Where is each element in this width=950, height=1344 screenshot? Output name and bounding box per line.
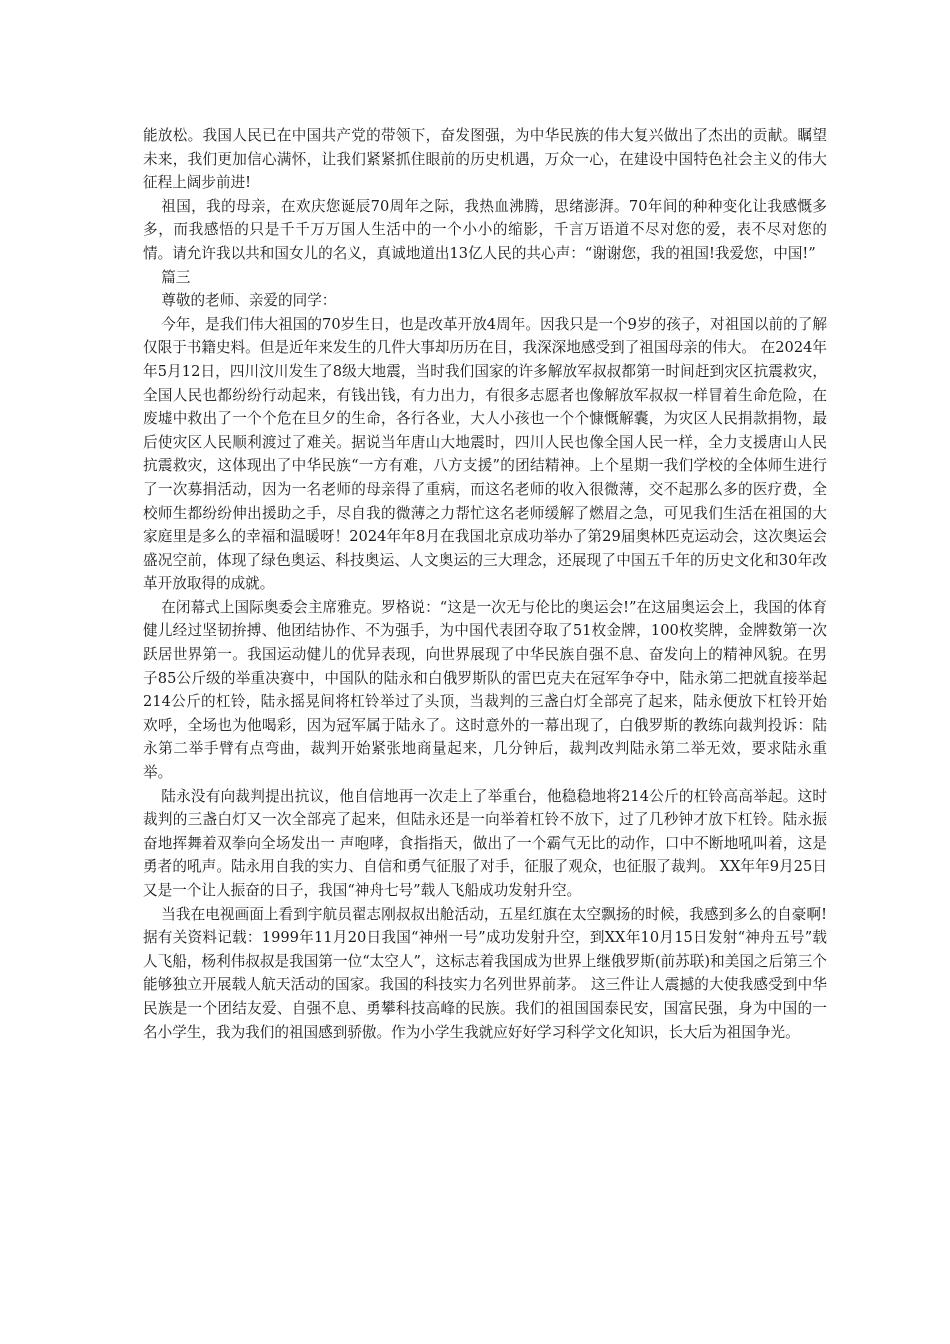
paragraph-1: 能放松。我国人民已在中国共产党的带领下，奋发图强，为中华民族的伟大复兴做出了杰出的贡献。瞩望未来，我们更加信心满怀，让我们紧紧抓住眼前的历史机遇，万众一心，在建设中国特色社会主义的伟大征程上阔步前进! [143,127,827,192]
document-body [143,124,827,1044]
paragraph-3: 今年，是我们伟大祖国的70岁生日，也是改革开放4周年。因我只是一个9岁的孩子，对祖国以前的了解仅限于书籍史料。但是近年来发生的几件大事却历历在目，我深深地感受到了祖国母亲的伟大。 在2024年年5月12日，四川汶川发生了8级大地震，当时我们国家的许多解放军叔叔都第一时间赶到灾区抗震救灾，全国人民也都纷纷行动起来，有钱出钱，有力出力，有很多志愿者也像解放军叔叔一样冒着生命危险，在废墟中救出了一个个危在旦夕的生命，各行各业，大人小孩也一个个慷慨解囊，为灾区人民捐款捐物，最后使灾区人民顺利渡过了难关。据说当年唐山大地震时，四川人民也像全国人民一样，全力支援唐山人民抗震救灾，这体现出了中华民族“一方有难，八方支援”的团结精神。上个星期一我们学校的全体师生进行了一次募捐活动，因为一名老师的母亲得了重病，而这名老师的收入很微薄，交不起那么多的医疗费，全校师生都纷纷伸出援助之手，尽自我的微薄之力帮忙这名老师缓解了燃眉之急，可见我们生活在祖国的大家庭里是多么的幸福和温暖呀！2024年年8月在我国北京成功举办了第29届奥林匹克运动会，这次奥运会盛况空前，体现了绿色奥运、科技奥运、人文奥运的三大理念，还展现了中国五千年的历史文化和30年改革开放取得的成就。 [143,315,827,593]
salutation: 尊敬的老师、亲爱的同学： [161,292,337,310]
paragraph-6: 当我在电视画面上看到宇航员翟志刚叔叔出舱活动，五星红旗在太空飘扬的时候，我感到多么的自豪啊!据有关资料记载：1999年11月20日我国“神州一号”成功发射升空，到XX年10月15日发射“神舟五号”载人飞船，杨利伟叔叔是我国第一位“太空人”，这标志着我国成为世界上继俄罗斯(前苏联)和美国之后第三个能够独立开展载人航天活动的国家。我国的科技实力名列世界前茅。 这三件让人震撼的大使我感受到中华民族是一个团结友爱、自强不息、勇攀科技高峰的民族。我们的祖国国泰民安，国富民强，身为中国的一名小学生，我为我们的祖国感到骄傲。作为小学生我就应好好学习科学文化知识，长大后为祖国争光。 [143,905,827,1041]
paragraph-4: 在闭幕式上国际奥委会主席雅克。罗格说：“这是一次无与伦比的奥运会!”在这届奥运会上，我国的体育健儿经过坚韧拚搏、他团结协作、不为强手，为中国代表团夺取了51枚金牌，100枚奖牌，金牌数第一次跃居世界第一。我国运动健儿的优异表现，向世界展现了中华民族自强不息、奋发向上的精神风貌。在男子85公斤级的举重决赛中，中国队的陆永和白俄罗斯队的雷巴克夫在冠军争夺中，陆永第二把就直接举起214公斤的杠铃，陆永摇晃间将杠铃举过了头顶，当裁判的三盏白灯全部亮了起来，陆永便放下杠铃开始欢呼，全场也为他喝彩，因为冠军属于陆永了。这时意外的一幕出现了，白俄罗斯的教练向裁判投诉：陆永第二举手臂有点弯曲，裁判开始紧张地商量起来，几分钟后，裁判改判陆永第二举无效，要求陆永重举。 [143,598,827,782]
paragraph-5: 陆永没有向裁判提出抗议，他自信地再一次走上了举重台，他稳稳地将214公斤的杠铃高高举起。这时裁判的三盏白灯又一次全部亮了起来，但陆永还是一向举着杠铃不放下，过了几秒钟才放下杠铃。陆永振奋地挥舞着双拳向全场发出一 声咆哮，食指指天，做出了一个霸气无比的动作，口中不断地吼叫着，这是勇者的吼声。陆永用自我的实力、自信和勇气征服了对手，征服了观众，也征服了裁判。 XX年年9月25日又是一个让人振奋的日子，我国“神舟七号”载人飞船成功发射升空。 [143,787,827,899]
paragraph-2: 祖国，我的母亲，在欢庆您诞辰70周年之际，我热血沸腾，思绪澎湃。70年间的种种变化让我感慨多多，而我感悟的只是千千万万国人生活中的一个小小的缩影，千言万语道不尽对您的爱，表不尽对您的情。请允许我以共和国女儿的名义，真诚地道出13亿人民的共心声：“谢谢您，我的祖国!我爱您，中国!” [143,197,827,262]
section-heading: 篇三 [161,268,191,286]
